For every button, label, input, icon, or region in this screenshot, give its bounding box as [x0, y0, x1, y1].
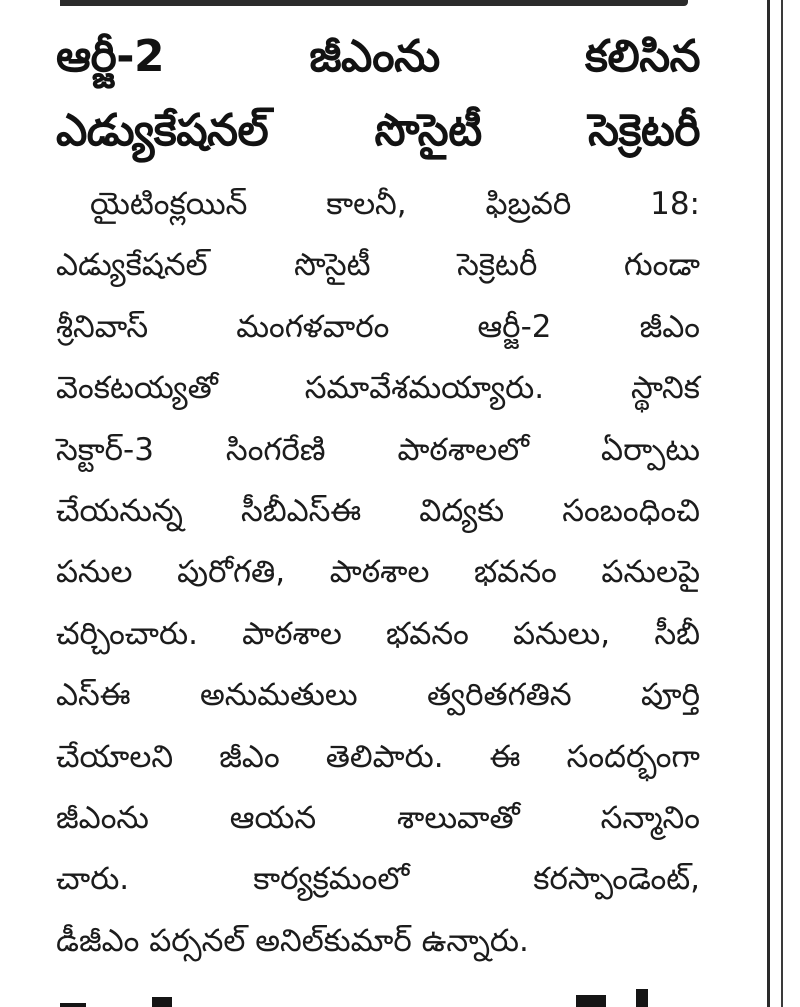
body-line: శ్రీనివాస్ మంగళవారం ఆర్జీ-2 జీఎం: [56, 308, 700, 345]
body-line: చేయనున్న సీబీఎస్ఈ విద్యకు సంబంధించి: [56, 493, 700, 530]
body-line: చర్చించారు. పాఠశాల భవనం పనులు, సీబీ: [56, 615, 700, 652]
headline-line: ఆర్జీ-2 జీఎంను కలిసిన: [56, 31, 700, 82]
body-line: జీఎంను ఆయన శాలువాతో సన్మానిం: [56, 800, 700, 837]
column-divider-outer: [781, 0, 783, 1007]
top-border-rule: [60, 0, 688, 6]
body-line: పనుల పురోగతి, పాఠశాల భవనం పనులపై: [56, 554, 700, 591]
body-line: ఎడ్యుకేషనల్ సొసైటీ సెక్రెటరీ గుండా: [56, 247, 700, 284]
body-line: సెక్టార్-3 సింగరేణి పాఠశాలలో ఏర్పాటు: [56, 431, 700, 468]
article-headline: [56, 20, 700, 168]
body-line: యైటింక్లయిన్ కాలనీ, ఫిబ్రవరి 18:: [90, 186, 700, 222]
cropped-headline-glyphs: [56, 985, 676, 1007]
body-line: ఎస్ఈ అనుమతులు త్వరితగతిన పూర్తి: [56, 677, 700, 714]
body-line: డీజీఎం పర్సనల్ అనిల్‌కుమార్ ఉన్నారు.: [56, 922, 529, 959]
body-line: చారు. కార్యక్రమంలో కరస్పాండెంట్,: [56, 861, 700, 898]
next-article-headline-fragment: [56, 985, 676, 1007]
article-body: [56, 174, 700, 972]
body-line: వెంకటయ్యతో సమావేశమయ్యారు. స్థానిక: [56, 370, 700, 407]
column-divider: [767, 0, 770, 1007]
news-article: [56, 20, 700, 972]
body-line: చేయాలని జీఎం తెలిపారు. ఈ సందర్భంగా: [56, 738, 700, 775]
headline-line: ఎడ్యుకేషనల్ సొసైటీ సెక్రెటరీ: [56, 105, 700, 156]
